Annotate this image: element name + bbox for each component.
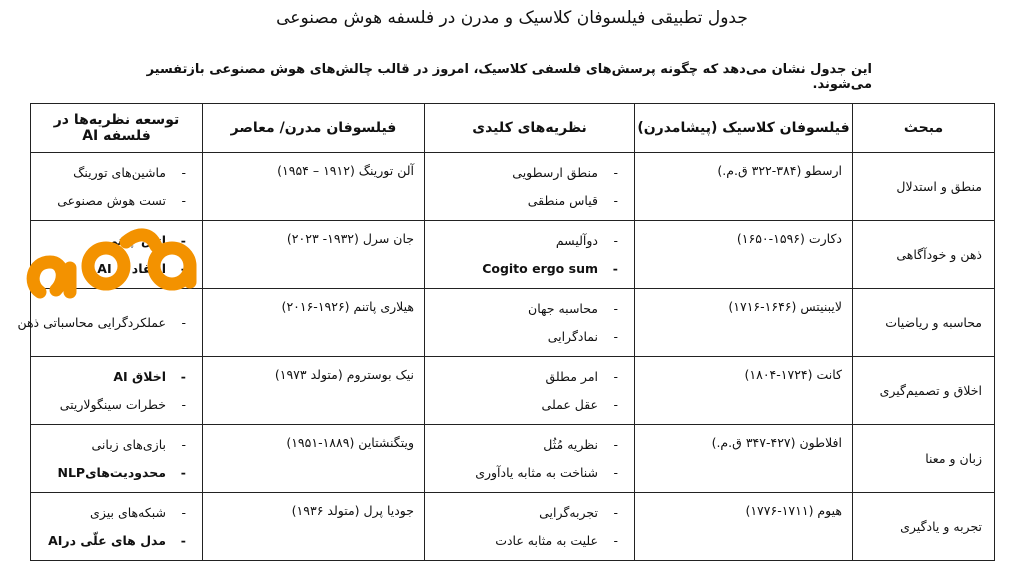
header-topic: مبحث (853, 104, 995, 153)
theories-cell (425, 493, 635, 561)
modern-philosopher-cell: نیک بوستروم (متولد ۱۹۷۳) (203, 357, 425, 425)
classic-philosopher-cell: دکارت (۱۵۹۶-۱۶۵۰) (635, 221, 853, 289)
ai-development-cell (31, 221, 203, 289)
modern-philosopher-cell: آلن تورینگ (۱۹۱۲ – ۱۹۵۴) (203, 153, 425, 221)
theories-cell (425, 425, 635, 493)
theory-item: - منطق ارسطویی (435, 159, 624, 187)
table-row (31, 425, 995, 493)
page-subtitle: این جدول نشان می‌دهد که چگونه پرسش‌های فلسفی کلاسیک، امروز در قالب چالش‌های هوش مصنوعی بازتفسیر می‌شوند. (146, 62, 872, 92)
theory-item: - عقل عملی (435, 391, 624, 419)
ai-development-cell (31, 425, 203, 493)
theory-item: - شناخت به مثابه یادآوری (435, 459, 624, 487)
theory-item: - Cogito ergo sum (435, 255, 624, 283)
theory-item: - نظریه مُثُل (435, 431, 624, 459)
header-row (31, 104, 995, 153)
table-row (31, 153, 995, 221)
topic-cell: محاسبه و ریاضیات (853, 289, 995, 357)
theories-cell (425, 357, 635, 425)
ai-development-cell (17, 289, 203, 357)
page-title: جدول تطبیقی فیلسوفان کلاسیک و مدرن در فلسفه هوش مصنوعی (276, 8, 748, 28)
classic-philosopher-cell: هیوم (۱۷۱۱-۱۷۷۶) (635, 493, 853, 561)
modern-philosopher-cell: جودیا پرل (متولد ۱۹۳۶) (203, 493, 425, 561)
classic-philosopher-cell: ارسطو (۳۸۴-۳۲۲ ق.م.) (635, 153, 853, 221)
modern-philosopher-cell: هیلاری پاتنم (۱۹۲۶-۲۰۱۶) (203, 289, 425, 357)
development-item: - بازی‌های زبانی (41, 431, 192, 459)
development-item: - محدودیت‌هایNLP (41, 459, 192, 487)
classic-philosopher-cell: کانت (۱۷۲۴-۱۸۰۴) (635, 357, 853, 425)
theories-cell (425, 153, 635, 221)
theory-item: - محاسبه جهان (435, 295, 624, 323)
topic-cell: منطق و استدلال (853, 153, 995, 221)
theory-item: - تجربه‌گرایی (435, 499, 624, 527)
theory-item: - قیاس منطقی (435, 187, 624, 215)
development-item: - ماشین‌های تورینگ (41, 159, 192, 187)
modern-philosopher-cell: جان سرل (۱۹۳۲- ۲۰۲۳) (203, 221, 425, 289)
ai-development-cell (31, 153, 203, 221)
modern-philosopher-cell: ویتگنشتاین (۱۸۸۹-۱۹۵۱) (203, 425, 425, 493)
theory-item: - علیت به مثابه عادت (435, 527, 624, 555)
table-row (31, 493, 995, 561)
classic-philosopher-cell: لایبنیتس (۱۶۴۶-۱۷۱۶) (635, 289, 853, 357)
theory-item: - امر مطلق (435, 363, 624, 391)
header-modern: فیلسوفان مدرن/ معاصر (203, 104, 425, 153)
theories-cell (425, 289, 635, 357)
development-item: - انتقاد از AI (41, 255, 192, 283)
header-classic: فیلسوفان کلاسیک (پیشامدرن) (635, 104, 853, 153)
classic-philosopher-cell: افلاطون (۴۲۷-۳۴۷ ق.م.) (635, 425, 853, 493)
table-row (31, 289, 995, 357)
theory-item: - دوآلیسم (435, 227, 624, 255)
table-row (31, 221, 995, 289)
ai-development-cell (31, 493, 203, 561)
development-item: - شبکه‌های بیزی (41, 499, 192, 527)
topic-cell: زبان و معنا (853, 425, 995, 493)
header-ai-development: توسعه نظریه‌ها در فلسفه AI (31, 104, 203, 153)
ai-development-cell (31, 357, 203, 425)
development-item: - مدل های علّی درAI (41, 527, 192, 555)
table-row (31, 357, 995, 425)
topic-cell: تجربه و یادگیری (853, 493, 995, 561)
header-theories: نظریه‌های کلیدی (425, 104, 635, 153)
development-item: - اخلاق AI (41, 363, 192, 391)
comparison-table (17, 103, 995, 561)
development-item: - اتاق چینی (41, 227, 192, 255)
topic-cell: ذهن و خودآگاهی (853, 221, 995, 289)
theories-cell (425, 221, 635, 289)
development-item: - خطرات سینگولاریتی (41, 391, 192, 419)
development-item: - تست هوش مصنوعی (41, 187, 192, 215)
topic-cell: اخلاق و تصمیم‌گیری (853, 357, 995, 425)
development-item: - عملکردگرایی محاسباتی ذهن (41, 309, 192, 337)
theory-item: - نمادگرایی (435, 323, 624, 351)
